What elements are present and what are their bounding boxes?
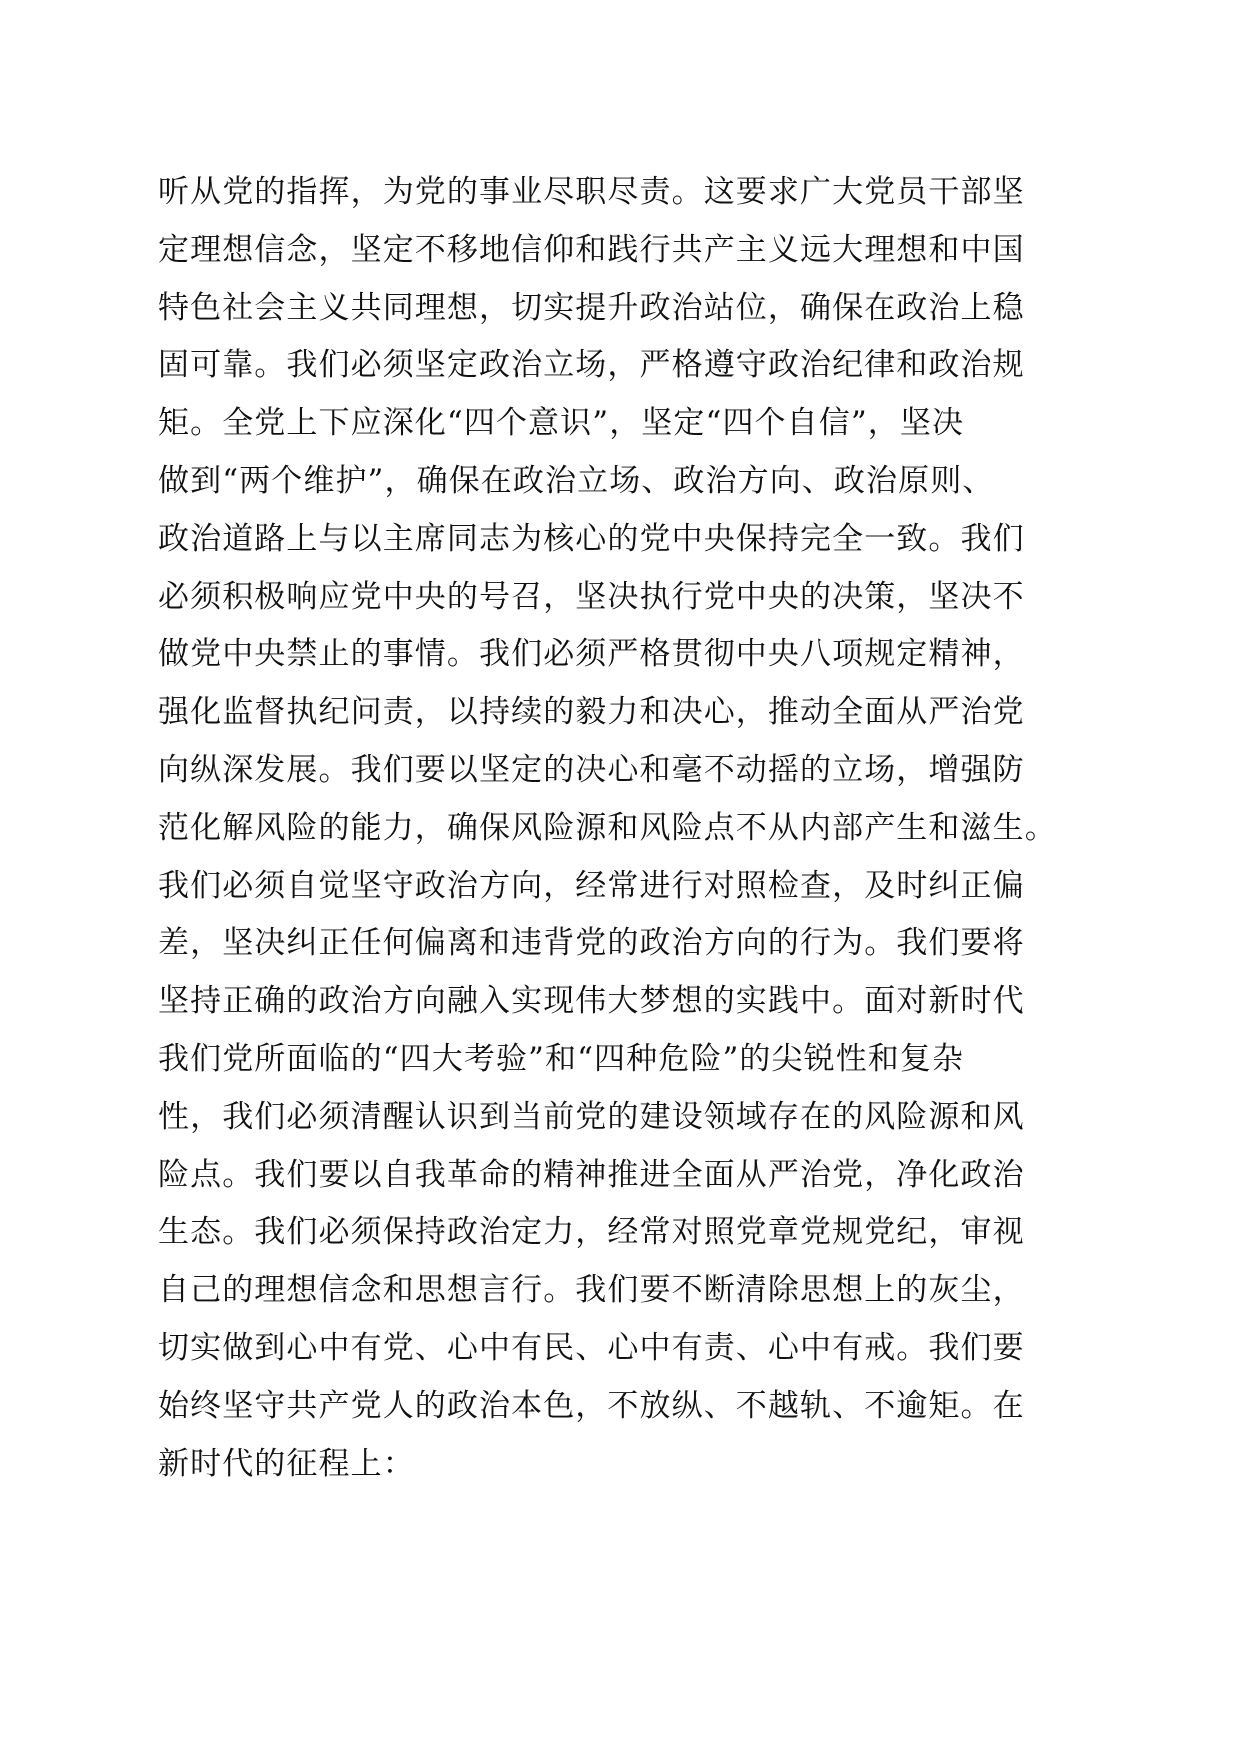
text-line: 必须积极响应党中央的号召，坚决执行党中央的决策，坚决不 (158, 578, 1025, 615)
text-line: 新时代的征程上： (158, 1445, 415, 1482)
text-line: 向纵深发展。我们要以坚定的决心和毫不动摇的立场，增强防 (158, 751, 1025, 788)
text-line: 听从党的指挥，为党的事业尽职尽责。这要求广大党员干部坚 (158, 174, 1025, 210)
body-paragraph (158, 164, 1078, 1493)
text-line: 性，我们必须清醒认识到当前党的建设领域存在的风险源和风 (158, 1098, 1025, 1135)
text-line: 生态。我们必须保持政治定力，经常对照党章党规党纪，审视 (158, 1214, 1025, 1251)
text-line: 矩。全党上下应深化“四个意识”，坚定“四个自信”，坚决 (158, 405, 965, 442)
text-line: 始终坚守共产党人的政治本色，不放纵、不越轨、不逾矩。在 (158, 1387, 1025, 1424)
text-line: 险点。我们要以自我革命的精神推进全面从严治党，净化政治 (158, 1156, 1025, 1193)
text-line: 自己的理想信念和思想言行。我们要不断清除思想上的灰尘， (158, 1272, 1025, 1309)
text-line: 切实做到心中有党、心中有民、心中有责、心中有戒。我们要 (158, 1329, 1025, 1366)
text-line: 我们必须自觉坚守政治方向，经常进行对照检查，及时纠正偏 (158, 867, 1025, 904)
text-line: 范化解风险的能力，确保风险源和风险点不从内部产生和滋生。 (158, 809, 1057, 846)
text-line: 坚持正确的政治方向融入实现伟大梦想的实践中。面对新时代 (158, 983, 1025, 1020)
text-line: 定理想信念，坚定不移地信仰和践行共产主义远大理想和中国 (158, 231, 1025, 268)
text-line: 差，坚决纠正任何偏离和违背党的政治方向的行为。我们要将 (158, 925, 1025, 962)
text-line: 强化监督执纪问责，以持续的毅力和决心，推动全面从严治党 (158, 694, 1025, 731)
text-line: 做党中央禁止的事情。我们必须严格贯彻中央八项规定精神， (158, 636, 1025, 673)
text-line: 政治道路上与以主席同志为核心的党中央保持完全一致。我们 (158, 520, 1025, 557)
text-line: 做到“两个维护”，确保在政治立场、政治方向、政治原则、 (158, 462, 995, 499)
text-line: 特色社会主义共同理想，切实提升政治站位，确保在政治上稳 (158, 289, 1025, 326)
text-line: 我们党所面临的“四大考验”和“四种危险”的尖锐性和复杂 (158, 1040, 965, 1077)
text-line: 固可靠。我们必须坚定政治立场，严格遵守政治纪律和政治规 (158, 347, 1025, 384)
